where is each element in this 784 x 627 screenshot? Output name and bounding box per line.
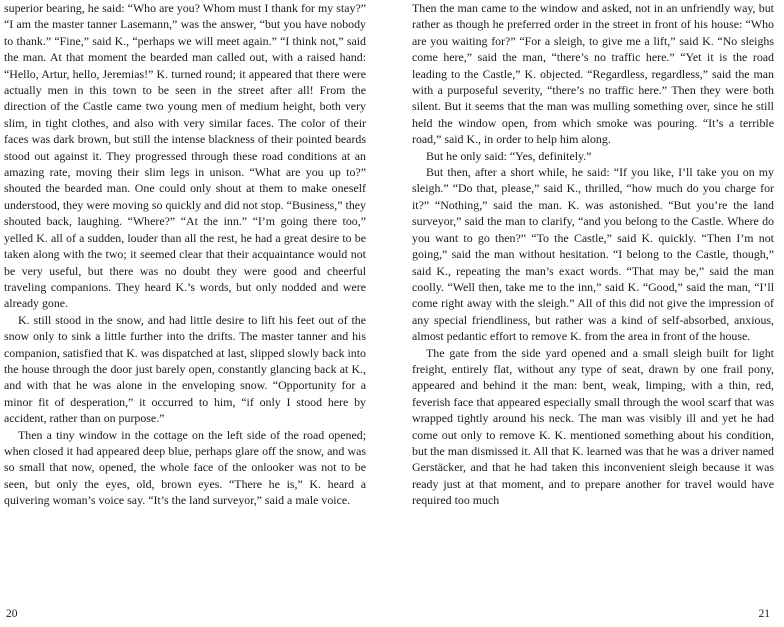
left-page-text: [4, 0, 366, 509]
paragraph: But then, after a short while, he said: “If you like, I’ll take you on my sleigh.” “Do that, please,” said K., thrilled, “how much do you charge for it?” “Nothing,” said the man. K. was astonished. “But you’re the land surveyor,” said the man to clarify, “and you belong to the Castle. Where do you want to go then?” “To the Castle,” said K. quickly. “Then I’m not going,” said the man without hesitation. “I belong to the Castle, though,” said K., repeating the man’s exact words. “That may be,” said the man coolly. “Well then, take me to the inn,” said K. “Good,” said the man, “I’ll come right away with the sleigh.” All of this did not give the impression of any special friendliness, but rather was a kind of self-absorbed, anxious, almost pedantic effort to remove K. from the area in front of the house.: [412, 165, 774, 344]
paragraph: Then a tiny window in the cottage on the left side of the road opened; when closed it had appeared deep blue, perhaps glare off the snow, and was so small that now, opened, the whole face of the onlooker was not to be seen, but only the eyes, old, brown eyes. “There he is,” K. heard a quivering woman’s voice say. “It’s the land surveyor,” said a male voice.: [4, 427, 366, 508]
paragraph: K. still stood in the snow, and had little desire to lift his feet out of the snow only to sink a little further into the drifts. The master tanner and his companion, satisfied that K. was dispatched at last, slipped slowly back into the house through the door just barely open, constantly glancing back at K., and with that he was alone in the enveloping snow. “Opportunity for a minor fit of desperation,” it occurred to him, “if only I stood here by accident, rather than on purpose.”: [4, 312, 366, 426]
right-page-text: [412, 0, 774, 509]
page-number: 20: [6, 608, 18, 620]
paragraph: Then the man came to the window and asked, not in an unfriendly way, but rather as though he preferred order in the street in front of his house: “Who are you waiting for?” “For a sleigh, to give me a lift,” said K. “No sleighs come here,” said the man, “there’s no traffic here.” “Yet it is the road leading to the Castle,” K. objected. “Regardless, regardless,” said the man with a purposeful severity, “there’s no traffic here.” Then they were both silent. But it seems that the man was mulling something over, since he still held the window open, from which smoke was pouring. “It’s a terrible road,” said K., in order to help him along.: [412, 1, 774, 147]
paragraph: superior bearing, he said: “Who are you? Whom must I thank for my stay?” “I am the master tanner Lasemann,” was the answer, “but you have nobody to thank.” “Fine,” said K., “perhaps we will meet again.” “I think not,” said the man. At that moment the bearded man called out, with a raised hand: “Hello, Artur, hello, Jeremias!” K. turned round; it appeared that there were actually men in this town to be seen in the street after all! From the direction of the Castle came two young men of medium height, both very slim, in tight clothes, and also with very similar faces. The color of their faces was dark brown, but still the intense blackness of their pointed beards stood out against it. They progressed through these road conditions at an amazing rate, moving their slim legs in unison. “What are you up to?” shouted the bearded man. One could only shout at them to make oneself understood, they were moving so quickly and did not stop. “Business,” they shouted back, laughing. “Where?” “At the inn.” “I’m going there too,” yelled K. all of a sudden, louder than all the rest, he had a great desire to be taken along with the two; it seemed clear that their acquaintance would not be very useful, but there was no doubt they were good and cheerful traveling companions. They heard K.’s words, but only nodded and were already gone.: [4, 1, 366, 311]
page-number: 21: [758, 608, 770, 620]
right-page: [412, 0, 774, 627]
paragraph: The gate from the side yard opened and a small sleigh built for light freight, entirely flat, without any type of seat, drawn by one frail pony, appeared and behind it the man: bent, weak, limping, with a thin, red, feverish face that appeared especially small through the wool scarf that was wrapped tightly around his neck. The man was visibly ill and yet he had come out only to remove K. K. mentioned something about his condition, but the man dismissed it. All that K. learned was that he was a driver named Gerstäcker, and that he had taken this inconvenient sleigh because it was ready just at that moment, and to prepare another for travel would have required too much: [412, 345, 774, 508]
paragraph: But he only said: “Yes, definitely.”: [426, 148, 592, 163]
left-page: [4, 0, 366, 627]
